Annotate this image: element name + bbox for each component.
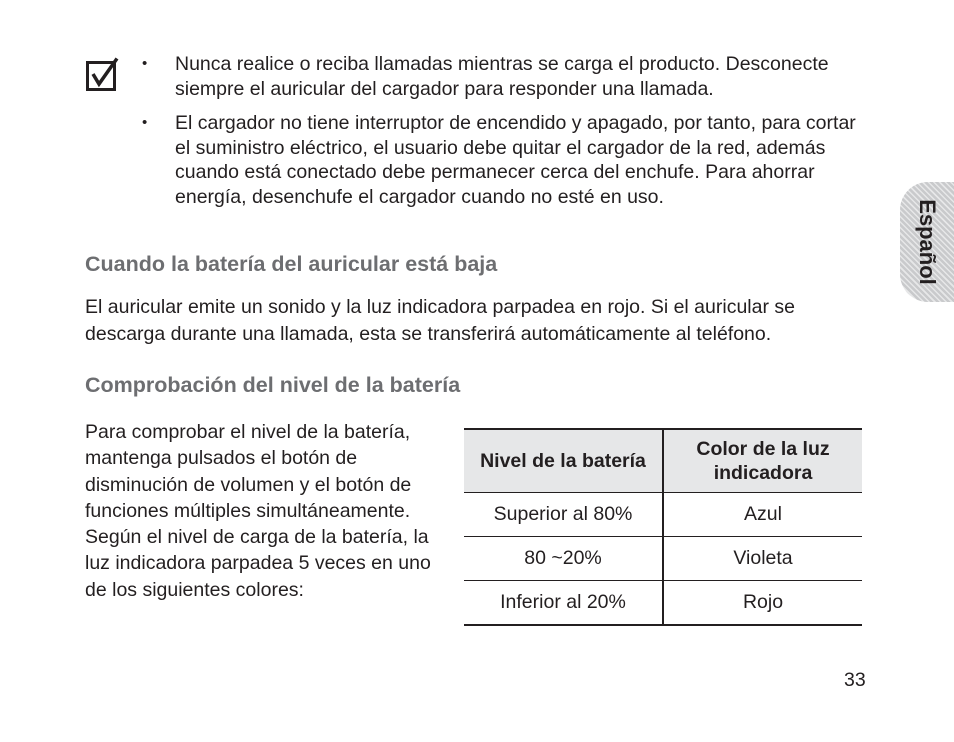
low-battery-paragraph: El auricular emite un sonido y la luz indicadora parpadea en rojo. Si el auricular se descarga durante una llamada, esta se transferirá automáticamente al teléfono. (85, 296, 795, 345)
table-cell-color: Violeta (663, 537, 862, 581)
table-cell-level: Inferior al 20% (464, 581, 663, 626)
table-row (464, 493, 862, 537)
bullet-text: Nunca realice o reciba llamadas mientras se carga el producto. Desconecte siempre el auricular del cargador para responder una llamada. (175, 53, 829, 100)
bullet-icon: • (142, 55, 148, 72)
list-item (142, 52, 862, 101)
table-cell-color: Azul (663, 493, 862, 537)
battery-check-paragraph: Para comprobar el nivel de la batería, mantenga pulsados el botón de disminución de volumen y el botón de funciones múltiples simultáneamente. Según el nivel de carga de la batería, la luz indicadora parpadea 5 veces en uno de los siguientes colores: (85, 421, 431, 601)
section-heading-battery-check: Comprobación del nivel de la batería (85, 373, 461, 397)
table-row (464, 537, 862, 581)
column-header-battery-level: Nivel de la batería (464, 429, 663, 493)
table-header-row (464, 429, 862, 493)
bullet-icon: • (142, 114, 148, 131)
language-tab-label: Español (915, 199, 940, 285)
checkbox-note-icon (86, 57, 120, 91)
battery-level-table (464, 428, 862, 626)
table-cell-color: Rojo (663, 581, 862, 626)
column-header-light-color: Color de la luz indicadora (663, 429, 862, 493)
table-row (464, 581, 862, 626)
table-cell-level: Superior al 80% (464, 493, 663, 537)
bullet-text: El cargador no tiene interruptor de encendido y apagado, por tanto, para cortar el suministro eléctrico, el usuario debe quitar el cargador de la red, además cuando está conectado debe permanecer cerca del enchufe. Para ahorrar energía, desenchufe el cargador cuando no esté en uso. (175, 112, 856, 208)
table-cell-level: 80 ~20% (464, 537, 663, 581)
section-heading-low-battery: Cuando la batería del auricular está baja (85, 252, 498, 276)
note-bullet-list (142, 52, 862, 209)
list-item (142, 111, 862, 209)
page-number: 33 (844, 669, 866, 691)
